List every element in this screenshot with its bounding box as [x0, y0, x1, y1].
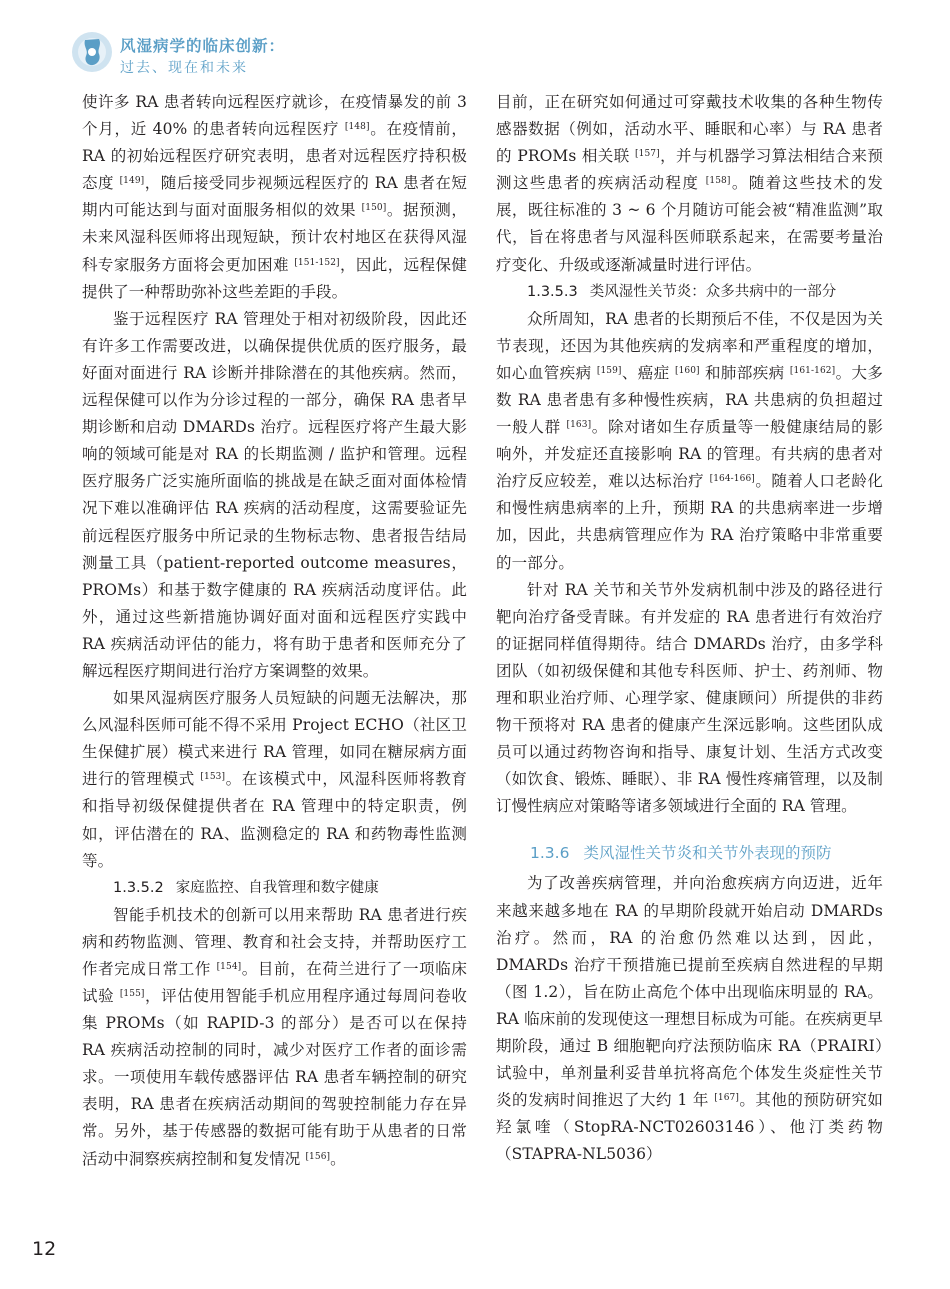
citation-ref: [155]: [119, 989, 145, 999]
citation-ref: [157]: [635, 149, 660, 160]
subsection-number: 1.3.5.3: [527, 283, 578, 300]
text-run: 。除对诸如生存质量等一般健康结局的影响外，并发症还直接影响 RA 的管理。有共病的患者对治疗反应较差，难以达标治疗: [496, 418, 883, 491]
text-run: 为了改善疾病管理，并向治愈疾病方向迈进，近年来越来越多地在 RA 的早期阶段就开始启动 DMARDs 治疗。然而，RA 的治愈仍然难以达到，因此，DMARDs 治疗干预措施已提前至疾病自然进程的早期（图 1.2），旨在防止高危个体中出现临床明显的 RA。RA 临床前的发现使这一理想目标成为可能。在疾病更早期阶段，通过 B 细胞靶向疗法预防临床 RA（PRAIRI）试验中，单剂量利妥昔单抗将高危个体发生炎症性关节炎的发病时间推迟了大约 1 年: [496, 874, 883, 1110]
citation-ref: [167]: [714, 1093, 739, 1104]
citation-ref: [154]: [216, 961, 242, 972]
section-heading-1-3-6: [496, 838, 883, 868]
subsection-heading-1-3-5-3: [496, 279, 883, 306]
text-run: 和肺部疾病: [699, 363, 790, 382]
citation-ref: [149]: [119, 176, 145, 187]
section-title: 类风湿性关节炎和关节外表现的预防: [583, 844, 832, 863]
subsection-title: 类风湿性关节炎：众多共病中的一部分: [589, 283, 837, 300]
citation-ref: [161-162]: [789, 365, 836, 376]
page-number: 12: [32, 1238, 57, 1260]
left-paragraph-4: [82, 902, 467, 1173]
citation-ref: [160]: [674, 365, 700, 376]
left-paragraph-1: [82, 89, 467, 306]
text-run: 目前，正在研究如何通过可穿戴技术收集的各种生物传感器数据（例如，活动水平、睡眠和心率）与 RA 患者的 PROMs 相关联: [496, 93, 883, 166]
text-run: 。在该模式中，风湿科医师将教育和指导初级保健提供者在 RA 管理中的特定职责，例如，评估潜在的 RA、监测稳定的 RA 和药物毒性监测等。: [82, 770, 467, 870]
text-run: ，并与机器学习算法相结合来预测这些患者的疾病活动程度: [496, 147, 883, 193]
text-run: 。随着人口老龄化和慢性病患病率的上升，预期 RA 的共患病率进一步增加，因此，共患病管理应作为 RA 治疗策略中非常重要的一部分。: [496, 472, 883, 572]
section-number: 1.3.6: [530, 844, 570, 863]
citation-ref: [159]: [596, 365, 622, 376]
text-run: 如果风湿病医疗服务人员短缺的问题无法解决，那么风湿科医师可能不得不采用 Project ECHO（社区卫生保健扩展）模式来进行 RA 管理，如同在糖尿病方面进行的管理模式: [82, 689, 467, 789]
joint-logo-icon: [72, 30, 116, 76]
text-run: 。据预测，未来风湿科医师将出现短缺，预计农村地区在获得风湿科专家服务方面将会更加困难: [82, 201, 467, 274]
header-title: 风湿病学的临床创新：: [120, 37, 286, 55]
text-run: 。在疫情前，RA 的初始远程医疗研究表明，患者对远程医疗持积极态度: [82, 120, 467, 193]
subsection-number: 1.3.5.2: [113, 879, 164, 896]
text-run: 、癌症: [621, 363, 675, 382]
text-run: 使许多 RA 患者转向远程医疗就诊，在疫情暴发的前 3 个月，近 40% 的患者转向远程医疗: [82, 93, 467, 139]
left-column: [82, 89, 467, 1173]
text-run: 针对 RA 关节和关节外发病机制中涉及的路径进行靶向治疗备受青睐。有并发症的 RA 患者进行有效治疗的证据同样值得期待。结合 DMARDs 治疗，由多学科团队（如初级保健和其他专科医师、护士、药剂师、物理和职业治疗师、心理学家、健康顾问）所提供的非药物干预将对 RA 患者的健康产生深远影响。这些团队成员可以通过药物咨询和指导、康复计划、生活方式改变（如饮食、锻炼、睡眠）、非 RA 慢性疼痛管理，以及制订慢性病应对策略等诸多领域进行全面的 RA 管理。: [496, 580, 883, 816]
right-column: [496, 89, 883, 1168]
right-paragraph-4: [496, 870, 883, 1168]
header-logo-area: [72, 30, 332, 80]
citation-ref: [156]: [305, 1151, 331, 1162]
text-run: 。: [330, 1149, 346, 1168]
text-run: ，随后接受同步视频远程医疗的 RA 患者在短期内可能达到与面对面服务相似的效果: [82, 174, 468, 220]
subsection-title: 家庭监控、自我管理和数字健康: [175, 879, 379, 896]
left-paragraph-2: [82, 306, 467, 685]
text-run: 鉴于远程医疗 RA 管理处于相对初级阶段，因此还有许多工作需要改进，以确保提供优质的医疗服务，最好面对面进行 RA 诊断并排除潜在的其他疾病。然而，远程保健可以作为分诊过程的一部分，确保 RA 患者早期诊断和启动 DMARDs 治疗。远程医疗将产生最大影响的领域可能是对 RA 的长期监测 / 监护和管理。远程医疗服务广泛实施所面临的挑战是在缺乏面对面体检情况下难以准确评估 RA 疾病的活动程度，这需要验证先前远程医疗服务中所记录的生物标志物、患者报告结局测量工具（patient-reported outcome measures，PROMs）和基于数字健康的 RA 疾病活动度评估。此外，通过这些新措施协调好面对面和远程医疗实践中 RA 疾病活动评估的能力，将有助于患者和医师充分了解远程医疗期间进行治疗方案调整的效果。: [82, 309, 467, 680]
text-run: 智能手机技术的创新可以用来帮助 RA 患者进行疾病和药物监测、管理、教育和社会支持，并帮助医疗工作者完成日常工作: [82, 905, 467, 978]
citation-ref: [151-152]: [294, 257, 340, 268]
text-run: 。随着这些技术的发展，既往标准的 3 ~ 6 个月随访可能会被“精准监测”取代，旨在将患者与风湿科医师联系起来，在需要考量治疗变化、升级或逐渐减量时进行评估。: [496, 174, 884, 274]
text-run: 众所周知，RA 患者的长期预后不佳，不仅是因为关节表现，还因为其他疾病的发病率和严重程度的增加，如心血管疾病: [496, 309, 883, 382]
text-run: 。目前，在荷兰进行了一项临床试验: [82, 959, 468, 1005]
citation-ref: [158]: [705, 176, 731, 187]
citation-ref: [153]: [200, 772, 226, 783]
citation-ref: [148]: [344, 122, 370, 133]
header-subtitle: 过去、现在和未来: [120, 60, 248, 76]
citation-ref: [164-166]: [709, 474, 755, 485]
subsection-heading-1-3-5-2: [82, 875, 467, 902]
left-paragraph-3: [82, 685, 467, 875]
text-run: ，评估使用智能手机应用程序通过每周问卷收集 PROMs（如 RAPID-3 的部分）是否可以在保持 RA 疾病活动控制的同时，减少对医疗工作者的面诊需求。一项使用车载传感器评估 RA 患者车辆控制的研究表明，RA 患者在疾病活动期间的驾驶控制能力存在异常。另外，基于传感器的数据可能有助于从患者的日常活动中洞察疾病控制和复发情况: [82, 987, 467, 1168]
citation-ref: [150]: [361, 203, 387, 214]
citation-ref: [163]: [566, 420, 592, 431]
text-run: 。大多数 RA 患者患有多种慢性疾病，RA 共患病的负担超过一般人群: [496, 363, 883, 437]
text-run: 。其他的预防研究如羟氯喹（StopRA-NCT02603146）、他汀类药物（STAPRA-NL5036）: [496, 1091, 884, 1164]
right-paragraph-1: [496, 89, 883, 279]
right-paragraph-3: [496, 577, 883, 821]
right-paragraph-2: [496, 306, 883, 577]
text-run: ，因此，远程保健提供了一种帮助弥补这些差距的手段。: [82, 255, 467, 301]
